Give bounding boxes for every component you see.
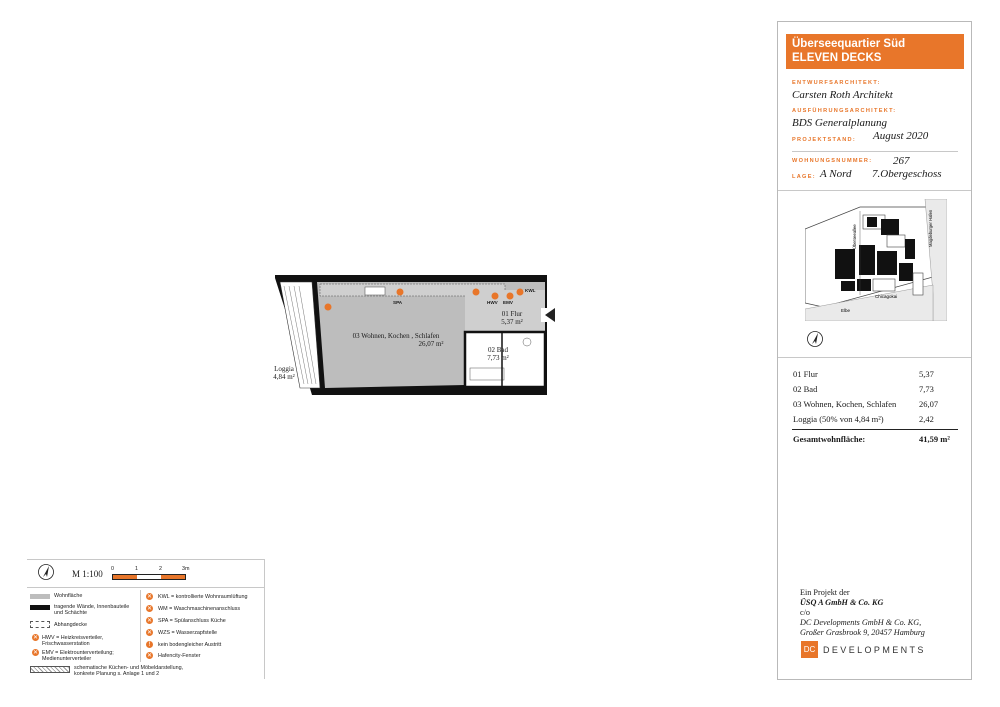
room-label-flur: 01 Flur 5,37 m²: [501, 310, 523, 326]
scale-tick: 2: [159, 566, 162, 572]
map-street-label: Magdeburger Hafen: [928, 209, 933, 247]
developer-logo: DC: [801, 641, 818, 658]
stand-label: PROJEKTSTAND:: [792, 137, 857, 143]
developer-info: [800, 588, 960, 638]
wohnung-value: 267: [893, 155, 910, 167]
project-title: Überseequartier Süd: [792, 38, 906, 50]
entwurf-value: Carsten Roth Architekt: [792, 89, 893, 101]
legend-text: schematische Küchen- und Möbeldarstellung, konkrete Planung s. Anlage 1 und 2: [74, 665, 184, 678]
legend-right-rule: [264, 559, 265, 679]
scale-tick: 1: [135, 566, 138, 572]
plan-tag-emv: EMV: [503, 300, 513, 305]
spa-icon: ✕: [146, 617, 153, 624]
scale-bar: [112, 574, 186, 580]
ausfuehrung-label: AUSFÜHRUNGSARCHITEKT:: [792, 108, 897, 114]
wohnung-label: WOHNUNGSNUMMER:: [792, 158, 873, 164]
plan-tag-kwl: KWL: [525, 288, 536, 293]
legend-text: Hafencity-Fenster: [158, 653, 201, 659]
legend-top-rule: [27, 559, 264, 560]
legend-text: SPA = Spülanschluss Küche: [158, 618, 226, 624]
geschoss-value: 7.Obergeschoss: [872, 168, 942, 180]
scale-tick: 3m: [182, 566, 190, 572]
map-street-label: Überseeallee: [852, 224, 857, 249]
wzs-icon: ✕: [146, 629, 153, 636]
divider: [778, 190, 971, 191]
room-label-bad: 02 Bad 7,73 m²: [487, 346, 509, 362]
legend-text: tragende Wände, Innenbauteile und Schächte: [54, 604, 130, 617]
legend-text: EMV = Elektrounterverteilung; Medienunterverteiler: [42, 650, 114, 663]
legend-text: kein bodengleicher Austritt: [158, 642, 222, 648]
area-row-flur: 01 Flur 5,37: [793, 369, 934, 379]
lage-value: A Nord: [820, 168, 852, 180]
north-arrow-icon: [37, 563, 55, 581]
entrance-arrow-icon: [545, 308, 557, 322]
lage-label: LAGE:: [792, 174, 816, 180]
ausfuehrung-value: BDS Generalplanung: [792, 117, 888, 129]
hafencity-window-icon: ✕: [146, 652, 153, 659]
legend-text: Wohnfläche: [54, 593, 83, 599]
legend-text: HWV = Heizkreisverteiler, Frischwasserstation: [42, 635, 104, 648]
room-label-wohnen: 03 Wohnen, Kochen , Schlafen 26,07 m²: [352, 332, 444, 348]
legend-text: WM = Waschmaschinenanschluss: [158, 606, 241, 612]
footer-line: ÜSQ A GmbH & Co. KG: [800, 598, 884, 607]
project-subtitle: ELEVEN DECKS: [792, 52, 882, 64]
map-street-label: Chicagokai: [875, 294, 898, 299]
footer-line: Ein Projekt der: [800, 588, 850, 597]
scale-tick: 0: [111, 566, 114, 572]
site-map: [805, 199, 947, 321]
area-row-wohnen: 03 Wohnen, Kochen, Schlafen 26,07: [793, 399, 939, 409]
footer-line: c/o: [800, 608, 811, 617]
hwv-icon: ✕: [32, 634, 39, 641]
legend-swatch-furniture: [30, 666, 70, 673]
divider: [778, 357, 971, 358]
room-label-loggia: Loggia 4,84 m²: [273, 365, 295, 381]
plan-tag-spa: SPA: [393, 300, 403, 305]
area-total: Gesamtwohnfläche: 41,59 m²: [793, 434, 950, 444]
project-title-banner: [786, 34, 964, 69]
map-water-label: Elbe: [841, 308, 851, 313]
stand-value: August 2020: [873, 130, 929, 142]
plan-tag-hwv: HWV: [487, 300, 498, 305]
footer-line: Großer Grasbrook 9, 20457 Hamburg: [800, 628, 925, 637]
legend-rule: [27, 587, 264, 588]
entwurf-label: ENTWURFSARCHITEKT:: [792, 80, 881, 86]
scale-label: M 1:100: [72, 569, 103, 579]
no-step-exit-icon: !: [146, 641, 153, 648]
area-row-loggia: Loggia (50% von 4,84 m²) 2,42: [793, 414, 934, 424]
developer-logo-text: DEVELOPMENTS: [823, 645, 926, 655]
emv-icon: ✕: [32, 649, 39, 656]
north-arrow-icon: [806, 330, 824, 348]
footer-line: DC Developments GmbH & Co. KG,: [800, 618, 922, 627]
divider: [792, 151, 958, 152]
legend-text: WZS = Wasserzapfstelle: [158, 630, 217, 636]
total-divider: [792, 429, 958, 430]
legend-column-divider: [140, 590, 141, 662]
wm-icon: ✕: [146, 605, 153, 612]
legend-text: Abhangdecke: [54, 622, 87, 628]
legend-swatch-wall: [30, 605, 50, 610]
legend-swatch-ceiling: [30, 621, 50, 628]
legend-swatch-floor: [30, 594, 50, 599]
kwl-icon: ✕: [146, 593, 153, 600]
legend-text: KWL = kontrollierte Wohnraumlüftung: [158, 594, 248, 600]
area-row-bad: 02 Bad 7,73: [793, 384, 934, 394]
